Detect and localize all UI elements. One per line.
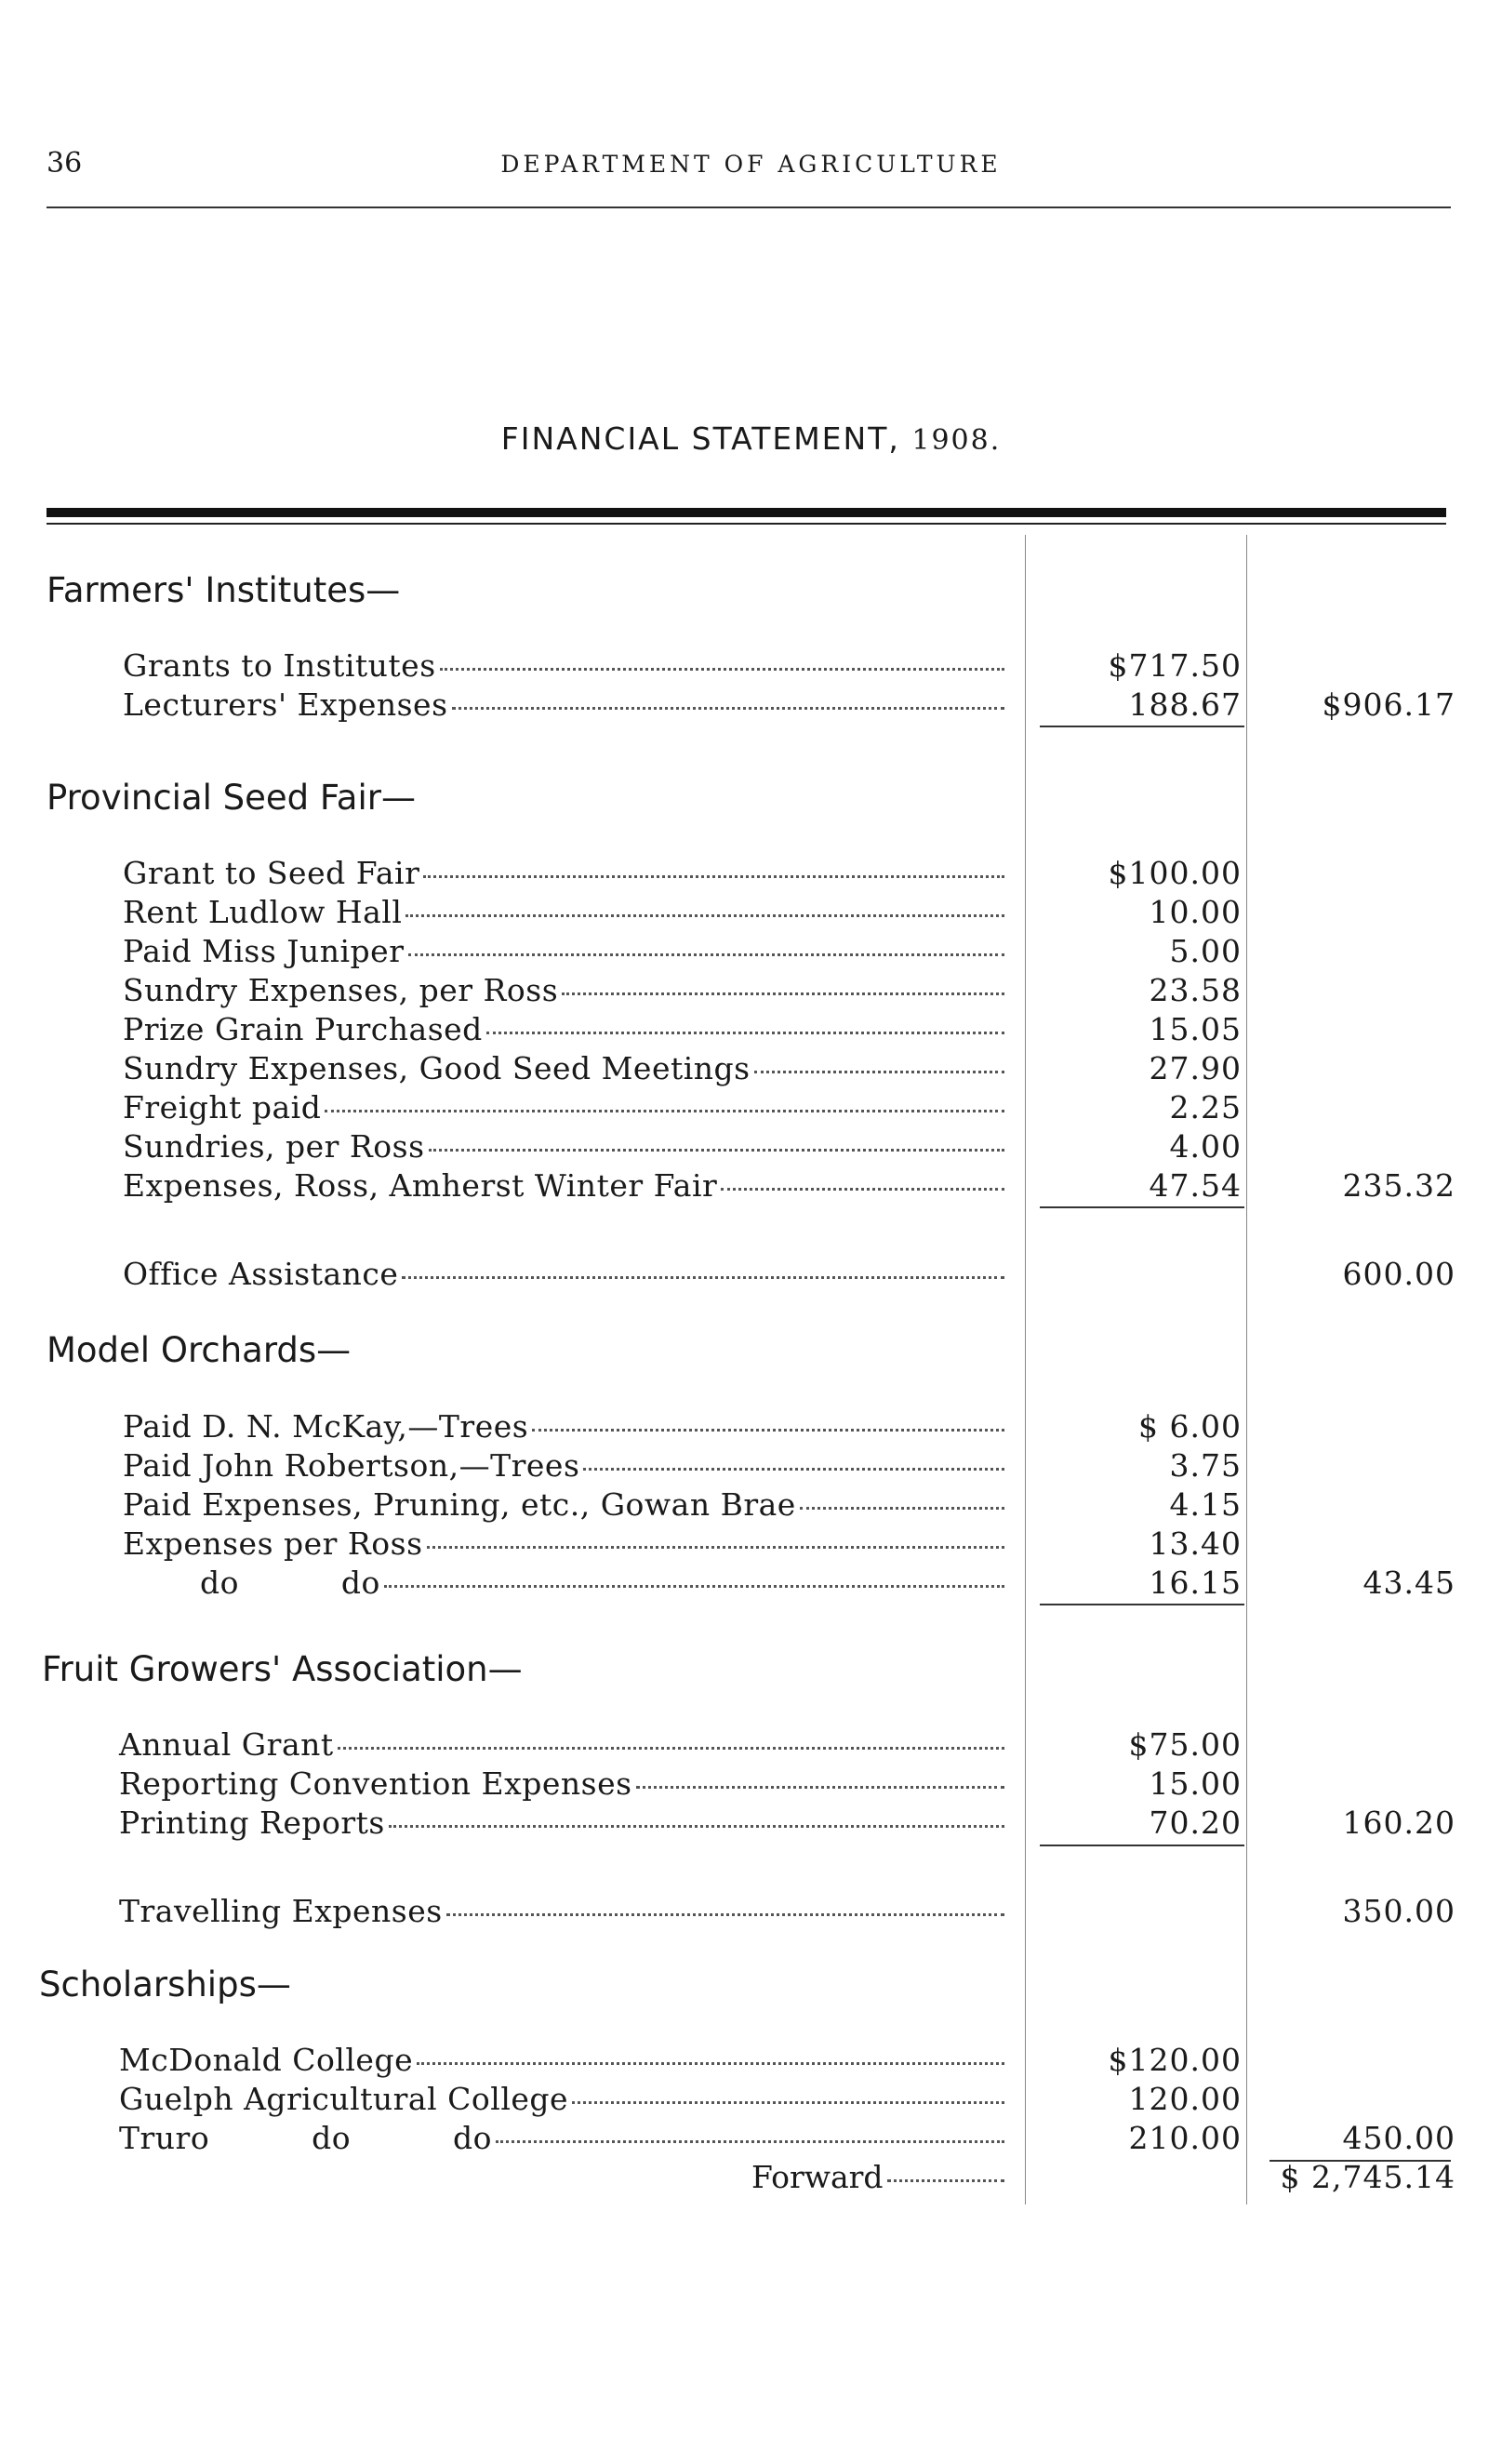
leader-dots: [402, 1276, 1004, 1279]
item-row: [123, 1011, 1008, 1047]
item-amount: 2.25: [1169, 1089, 1242, 1125]
statement-title: [0, 420, 1502, 457]
statement-title-text: FINANCIAL STATEMENT,: [500, 420, 900, 457]
section-total: 235.32: [1342, 1167, 1455, 1204]
section-heading-scholarships: Scholarships—: [39, 1965, 291, 2004]
item-label: Printing Reports: [119, 1805, 385, 1841]
item-amount: 23.58: [1149, 972, 1242, 1008]
item-label: Travelling Expenses: [119, 1893, 443, 1929]
item-row: [123, 1486, 1008, 1523]
column-divider-1: [1025, 535, 1026, 2204]
sum-rule: [1040, 1604, 1244, 1605]
item-label: Lecturers' Expenses: [123, 686, 448, 723]
section-total: 160.20: [1342, 1805, 1455, 1841]
item-label: Expenses, Ross, Amherst Winter Fair: [123, 1167, 718, 1204]
section-total: 600.00: [1342, 1256, 1455, 1292]
item-amount: 120.00: [1128, 2081, 1242, 2117]
leader-dots: [452, 707, 1004, 710]
item-amount: 188.67: [1128, 686, 1242, 723]
section-total: 450.00: [1342, 2120, 1455, 2156]
section-total: 350.00: [1342, 1893, 1455, 1929]
item-amount: $75.00: [1128, 1726, 1242, 1763]
section-heading-seed-fair: Provincial Seed Fair—: [47, 778, 416, 818]
leader-dots: [325, 1110, 1004, 1112]
item-label: Grants to Institutes: [123, 647, 436, 684]
item-label: Sundry Expenses, per Ross: [123, 972, 559, 1008]
title-thin-rule: [47, 523, 1446, 525]
item-amount: 13.40: [1149, 1525, 1242, 1562]
sum-rule: [1040, 726, 1244, 727]
leader-dots: [338, 1747, 1004, 1750]
page-number: 36: [47, 147, 83, 180]
item-row: [123, 1128, 1008, 1165]
forward-label: Forward: [751, 2159, 884, 2195]
leader-dots: [408, 953, 1005, 956]
item-amount: 27.90: [1149, 1050, 1242, 1086]
item-label: Prize Grain Purchased: [123, 1011, 483, 1047]
item-row: [119, 1765, 1008, 1802]
item-row: [123, 894, 1008, 930]
leader-dots: [427, 1546, 1005, 1549]
leader-dots: [583, 1468, 1004, 1471]
item-amount: 47.54: [1149, 1167, 1242, 1204]
item-label: Guelph Agricultural College: [119, 2081, 569, 2117]
leader-dots: [800, 1507, 1004, 1510]
leader-dots: [417, 2062, 1004, 2065]
leader-dots: [384, 1585, 1004, 1588]
item-row: [200, 1565, 1008, 1601]
item-row: [123, 1447, 1008, 1484]
item-amount: 4.15: [1169, 1486, 1242, 1523]
item-label: Paid John Robertson,—Trees: [123, 1447, 580, 1484]
item-label: Reporting Convention Expenses: [119, 1765, 632, 1802]
leader-dots: [389, 1825, 1004, 1828]
item-label: do do: [200, 1565, 380, 1601]
item-row: [123, 647, 1008, 684]
item-row: [119, 2081, 1008, 2117]
item-amount: 5.00: [1169, 933, 1242, 969]
item-row: [123, 686, 1008, 723]
leader-dots: [429, 1149, 1004, 1152]
item-label: Paid Expenses, Pruning, etc., Gowan Brae: [123, 1486, 796, 1523]
leader-dots: [754, 1071, 1004, 1073]
item-amount: 3.75: [1169, 1447, 1242, 1484]
item-label: Truro do do: [119, 2120, 492, 2156]
item-label: Rent Ludlow Hall: [123, 894, 403, 930]
leader-dots: [486, 1032, 1004, 1034]
item-row: [123, 1256, 1008, 1292]
leader-dots: [446, 1913, 1004, 1916]
leader-dots: [562, 992, 1004, 995]
leader-dots: [532, 1429, 1004, 1432]
item-label: Annual Grant: [119, 1726, 334, 1763]
item-row: [119, 2042, 1008, 2078]
leader-dots: [405, 914, 1004, 917]
section-heading-orchards: Model Orchards—: [47, 1330, 352, 1370]
section-total: 43.45: [1362, 1565, 1455, 1601]
item-amount: 4.00: [1169, 1128, 1242, 1165]
item-label: Grant to Seed Fair: [123, 855, 420, 891]
item-amount: $100.00: [1108, 855, 1242, 891]
item-row: [123, 933, 1008, 969]
item-label: Freight paid: [123, 1089, 322, 1125]
leader-dots: [721, 1188, 1004, 1191]
item-row: [123, 1408, 1008, 1445]
leader-dots: [423, 875, 1004, 878]
item-amount: 15.05: [1149, 1011, 1242, 1047]
item-amount: $ 6.00: [1138, 1408, 1242, 1445]
section-heading-farmers: Farmers' Institutes—: [47, 570, 401, 610]
item-label: Paid Miss Juniper: [123, 933, 405, 969]
item-label: Paid D. N. McKay,—Trees: [123, 1408, 529, 1445]
forward-row: [751, 2159, 1008, 2195]
item-label: Sundries, per Ross: [123, 1128, 425, 1165]
forward-total: $ 2,745.14: [1280, 2159, 1455, 2195]
item-label: Office Assistance: [123, 1256, 399, 1292]
sum-rule: [1040, 1206, 1244, 1208]
leader-dots: [572, 2101, 1004, 2104]
statement-year: 1908.: [911, 424, 1002, 457]
running-head: DEPARTMENT OF AGRICULTURE: [500, 151, 1002, 178]
item-amount: 210.00: [1128, 2120, 1242, 2156]
item-amount: 15.00: [1149, 1765, 1242, 1802]
item-row: [123, 1525, 1008, 1562]
column-divider-2: [1246, 535, 1247, 2204]
leader-dots: [887, 2179, 1004, 2182]
item-label: Sundry Expenses, Good Seed Meetings: [123, 1050, 751, 1086]
header-rule: [47, 206, 1451, 208]
item-amount: $717.50: [1108, 647, 1242, 684]
item-label: Expenses per Ross: [123, 1525, 423, 1562]
item-row: [119, 1893, 1008, 1929]
item-row: [123, 1167, 1008, 1204]
item-row: [123, 1050, 1008, 1086]
sum-rule: [1040, 1845, 1244, 1846]
item-label: McDonald College: [119, 2042, 414, 2078]
item-amount: 70.20: [1149, 1805, 1242, 1841]
section-total: $906.17: [1322, 686, 1455, 723]
leader-dots: [496, 2140, 1004, 2143]
item-amount: 16.15: [1149, 1565, 1242, 1601]
item-row: [123, 972, 1008, 1008]
leader-dots: [636, 1786, 1004, 1789]
item-row: [119, 2120, 1008, 2156]
item-row: [123, 855, 1008, 891]
item-row: [119, 1726, 1008, 1763]
item-amount: $120.00: [1108, 2042, 1242, 2078]
section-heading-fruit: Fruit Growers' Association—: [42, 1649, 523, 1689]
title-thick-rule: [47, 508, 1446, 517]
item-row: [123, 1089, 1008, 1125]
leader-dots: [440, 668, 1004, 671]
item-amount: 10.00: [1149, 894, 1242, 930]
item-row: [119, 1805, 1008, 1841]
